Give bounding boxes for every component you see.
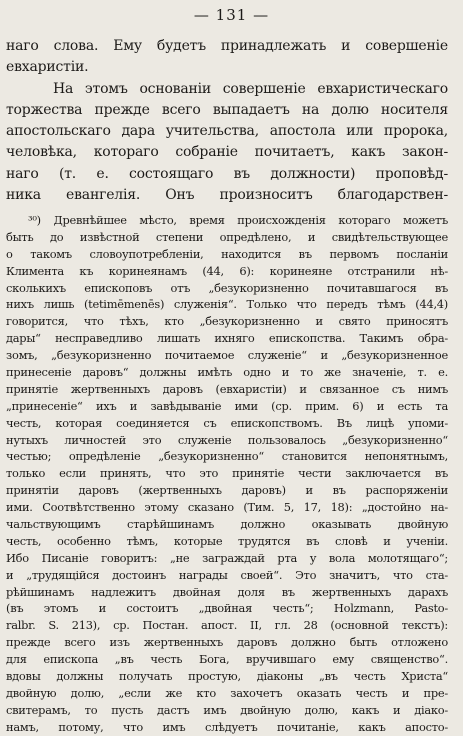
footnote-line: о такомъ словоупотребленіи, находится въ первомъ посланіи xyxy=(6,246,448,261)
footnote-line: двойную долю, „если же кто захочетъ оказать честь и пре- xyxy=(6,685,448,700)
footnote-line: нихъ лишь (tetimēmenēs) служенія“. Только что передъ тѣмъ (44,4) xyxy=(6,297,448,312)
main-line: ника евангелія. Онъ произноситъ благодарствен- xyxy=(6,187,448,204)
footnote-line: принятіи даровъ (жертвенныхъ даровъ) и въ распоряженіи xyxy=(6,483,448,498)
footnote-line: Климента къ коринеянамъ (44, 6): коринеяне отстранили нѣ- xyxy=(6,263,448,278)
main-line: наго (т. е. состоящаго въ должности) проповѣд- xyxy=(6,165,448,182)
footnote-line: принятіе жертвенныхъ даровъ (евхаристіи) и связанное съ нимъ xyxy=(6,381,448,396)
footnote-line: чальствующимъ старѣйшинамъ должно оказывать двойную xyxy=(6,517,448,532)
footnote-line: ³⁰) Древнѣйшее мѣсто, время происхожденія котораго можетъ xyxy=(28,213,448,227)
footnote-line: честь, которая соединяется съ епископствомъ. Въ лицѣ упоми- xyxy=(6,415,448,430)
footnote xyxy=(6,212,448,736)
footnote-line: быть до извѣстной степени опредѣлено, и свидѣтельствующее xyxy=(6,229,448,244)
main-text xyxy=(6,36,448,206)
footnote-line: сколькихъ епископовъ отъ „безукоризненно почитавшагося въ xyxy=(6,280,448,295)
footnote-line: „принесеніе“ ихъ и завѣдываніе ими (ср. прим. 6) и есть та xyxy=(6,398,448,413)
footnote-line: честь, особенно тѣмъ, которые трудятся въ словѣ и ученіи. xyxy=(6,533,448,548)
footnote-line: вдовы должны получать простую, діаконы „въ честь Христа“ xyxy=(6,669,448,684)
page-number: — 131 — xyxy=(193,6,270,24)
footnote-line: честью; опредѣленіе „безукоризненно“ становится непонятнымъ, xyxy=(6,449,448,464)
footnote-line: рѣйшинамъ надлежитъ двойная доля въ жертвенныхъ дарахъ xyxy=(6,584,448,599)
footnote-line: (въ этомъ и состоитъ „двойная честь“; Holzmann, Pasto- xyxy=(6,601,448,616)
footnote-line: намъ, потому, что имъ слѣдуетъ почитаніе, какъ апосто- xyxy=(6,719,448,734)
footnote-line: зомъ, „безукоризненно почитаемое служеніе“ и „безукоризненное xyxy=(6,348,448,363)
footnote-line: и „трудящійся достоинъ награды своей“. Это значитъ, что ста- xyxy=(6,567,448,582)
footnote-line: принесеніе даровъ“ должны имѣть одно и то же значеніе, т. е. xyxy=(6,365,448,380)
main-line: человѣка, котораго собраніе почитаетъ, какъ закон- xyxy=(6,144,448,161)
main-line: наго слова. Ему будетъ принадлежать и совершеніе xyxy=(6,38,448,54)
footnote-line: ralbr. S. 213), ср. Постан. апост. II, гл. 28 (основной текстъ): xyxy=(6,618,448,633)
main-line: торжества прежде всего выпадаетъ на долю носителя xyxy=(6,101,448,118)
footnote-line: Ибо Писаніе говоритъ: „не заграждай рта у вола молотящаго“; xyxy=(6,550,448,565)
footnote-line: только если принять, что это принятіе чести заключается въ xyxy=(6,466,448,481)
footnote-line: для епископа „въ честь Бога, вручившаго ему священство“. xyxy=(6,652,448,667)
footnote-line: нутыхъ личностей это служеніе пользовалось „безукоризненно“ xyxy=(6,432,448,447)
footnote-line: дары“ несправедливо лишать ихняго епископства. Такимъ обра- xyxy=(6,331,448,346)
footnote-line: ими. Соотвѣтственно этому сказано (Тим. 5, 17, 18): „достойно на- xyxy=(6,500,448,515)
footnote-line: говорится, что тѣхъ, кто „безукоризненно и свято приносятъ xyxy=(6,314,448,329)
footnote-line: свитерамъ, то пусть дастъ имъ двойную долю, какъ и діако- xyxy=(6,702,448,717)
footnote-line: прежде всего изъ жертвенныхъ даровъ должно быть отложено xyxy=(6,635,448,650)
main-line: евхаристіи. xyxy=(6,59,89,76)
main-line: На этомъ основаніи совершеніе евхаристическаго xyxy=(6,80,448,97)
main-line: апостольскаго дара учительства, апостола или пророка, xyxy=(6,123,448,140)
